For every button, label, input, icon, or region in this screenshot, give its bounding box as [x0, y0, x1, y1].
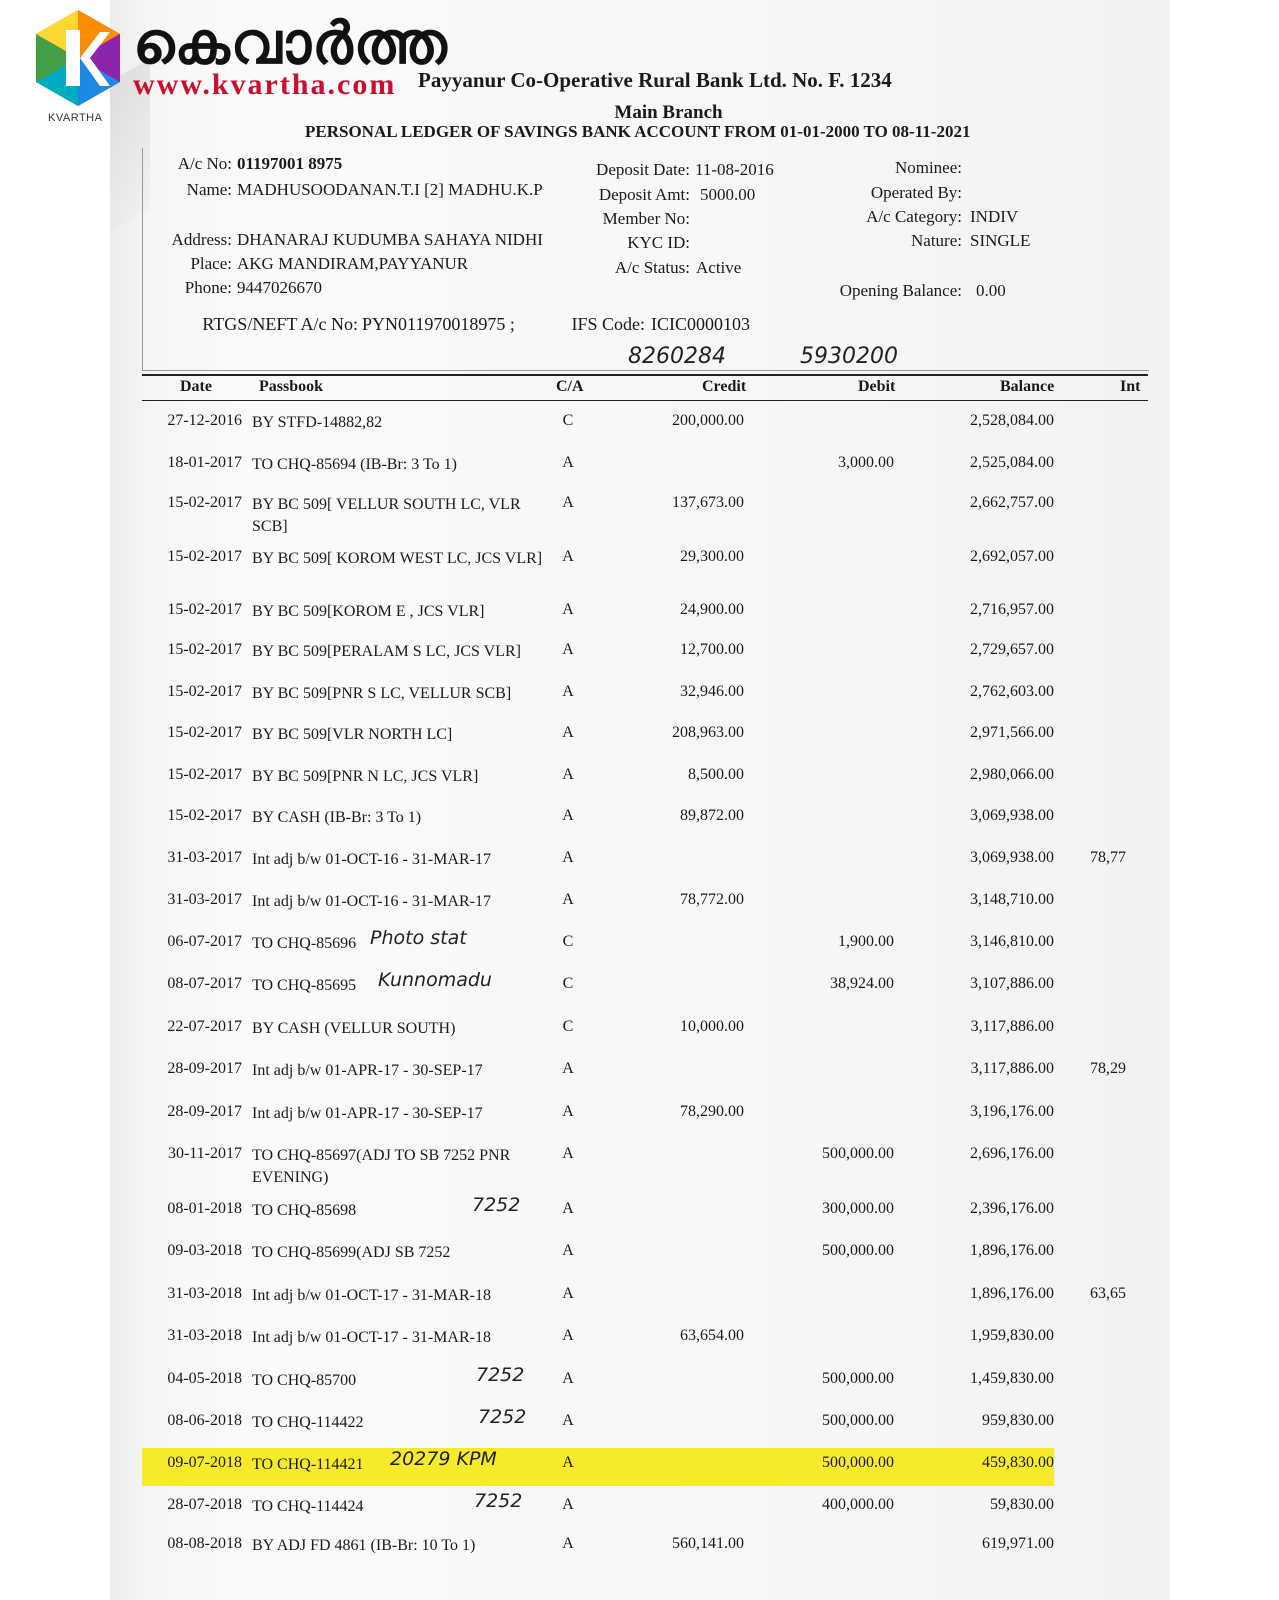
- row-passbook: Int adj b/w 01-OCT-17 - 31-MAR-18: [252, 1329, 491, 1346]
- row-passbook: Int adj b/w 01-OCT-16 - 31-MAR-17: [252, 851, 491, 868]
- category-label: A/c Category:: [866, 207, 962, 226]
- deposit-date-label: Deposit Date:: [596, 160, 690, 179]
- operated-by-label: Operated By:: [870, 183, 962, 202]
- status-value: Active: [696, 258, 742, 277]
- row-passbook: Int adj b/w 01-APR-17 - 30-SEP-17: [252, 1062, 483, 1079]
- row-passbook: BY BC 509[VLR NORTH LC]: [252, 726, 453, 743]
- row-balance: 3,148,710.00: [970, 891, 1054, 908]
- row-passbook: BY BC 509[ VELLUR SOUTH LC, VLR SCB]: [252, 496, 521, 535]
- row-date: 15-02-2017: [167, 641, 242, 658]
- row-balance: 3,196,176.00: [970, 1103, 1054, 1120]
- row-date: 15-02-2017: [167, 807, 242, 824]
- ifs-value: ICIC0000103: [651, 314, 750, 334]
- col-credit: Credit: [702, 378, 747, 395]
- phone-label: Phone:: [184, 278, 232, 297]
- nature-label: Nature:: [911, 231, 962, 250]
- col-int: Int: [1120, 378, 1141, 395]
- logo-wordmark: കെവാർത്ത: [133, 9, 448, 77]
- row-date: 15-02-2017: [167, 601, 242, 618]
- bank-title: Payyanur Co-Operative Rural Bank Ltd. No. F. 1234: [418, 68, 892, 92]
- col-passbook: Passbook: [259, 378, 324, 395]
- row-ca: A: [562, 724, 574, 741]
- handwritten-note-2: 5930200: [800, 344, 898, 369]
- row-ca: A: [562, 807, 574, 824]
- rtgs-value: PYN011970018975 ;: [362, 314, 515, 334]
- status-label: A/c Status:: [614, 258, 690, 277]
- row-balance: 2,662,757.00: [970, 494, 1054, 511]
- row-date: 08-01-2018: [167, 1200, 242, 1217]
- row-passbook: BY CASH (VELLUR SOUTH): [252, 1020, 456, 1037]
- row-date: 15-02-2017: [167, 494, 242, 511]
- ac-no-value: 01197001 8975: [237, 154, 343, 173]
- row-credit: 12,700.00: [680, 641, 744, 658]
- row-debit: 500,000.00: [822, 1370, 894, 1387]
- row-balance: 3,069,938.00: [970, 849, 1054, 866]
- row-balance: 619,971.00: [982, 1535, 1054, 1552]
- row-balance: 3,107,886.00: [970, 975, 1054, 992]
- row-balance: 1,896,176.00: [970, 1242, 1054, 1259]
- opening-balance-label: Opening Balance:: [839, 281, 962, 300]
- row-date: 30-11-2017: [167, 1145, 242, 1162]
- row-balance: 2,528,084.00: [970, 412, 1054, 429]
- row-date: 08-08-2018: [167, 1535, 242, 1552]
- row-date: 31-03-2018: [167, 1327, 242, 1344]
- row-date: 18-01-2017: [167, 454, 242, 471]
- row-handwritten-note: Photo stat: [370, 927, 467, 949]
- row-int: 63,65: [1090, 1285, 1126, 1302]
- row-balance: 1,896,176.00: [970, 1285, 1054, 1302]
- opening-balance-value: 0.00: [976, 281, 1006, 300]
- member-no-label: Member No:: [602, 209, 690, 228]
- row-balance: 2,971,566.00: [970, 724, 1054, 741]
- kvartha-logo-icon: [28, 8, 128, 108]
- row-date: 22-07-2017: [167, 1018, 242, 1035]
- row-ca: C: [562, 975, 574, 992]
- row-passbook: BY BC 509[KOROM E , JCS VLR]: [252, 603, 485, 620]
- row-ca: C: [562, 412, 574, 429]
- row-balance: 1,959,830.00: [970, 1327, 1054, 1344]
- rtgs-label: RTGS/NEFT A/c No:: [202, 314, 358, 334]
- row-passbook: BY CASH (IB-Br: 3 To 1): [252, 809, 422, 826]
- row-debit: 500,000.00: [822, 1242, 894, 1259]
- row-passbook: TO CHQ-85698: [252, 1202, 357, 1219]
- row-date: 04-05-2018: [167, 1370, 242, 1387]
- row-credit: 63,654.00: [680, 1327, 744, 1344]
- row-balance: 959,830.00: [982, 1412, 1054, 1429]
- row-balance: 2,525,084.00: [970, 454, 1054, 471]
- row-credit: 10,000.00: [680, 1018, 744, 1035]
- row-credit: 78,290.00: [680, 1103, 744, 1120]
- row-credit: 29,300.00: [680, 548, 744, 565]
- col-debit: Debit: [858, 378, 896, 395]
- nominee-label: Nominee:: [894, 158, 962, 177]
- row-balance: 1,459,830.00: [970, 1370, 1054, 1387]
- row-passbook: Int adj b/w 01-OCT-17 - 31-MAR-18: [252, 1287, 491, 1304]
- row-date: 31-03-2017: [167, 849, 242, 866]
- row-passbook: BY BC 509[PNR S LC, VELLUR SCB]: [252, 685, 512, 702]
- row-passbook: TO CHQ-85696: [252, 935, 357, 952]
- row-handwritten-note: 7252: [472, 1194, 521, 1216]
- row-ca: A: [562, 683, 574, 700]
- row-debit: 500,000.00: [822, 1454, 894, 1471]
- row-date: 28-09-2017: [167, 1103, 242, 1120]
- col-balance: Balance: [1000, 378, 1055, 395]
- row-passbook: TO CHQ-114422: [252, 1414, 364, 1431]
- row-balance: 3,117,886.00: [970, 1060, 1054, 1077]
- row-balance: 3,146,810.00: [970, 933, 1054, 950]
- row-credit: 8,500.00: [688, 766, 744, 783]
- ac-no-label: A/c No:: [177, 154, 232, 173]
- row-date: 15-02-2017: [167, 548, 242, 565]
- row-debit: 500,000.00: [822, 1412, 894, 1429]
- row-date: 08-06-2018: [167, 1412, 242, 1429]
- kyc-label: KYC ID:: [627, 233, 690, 252]
- row-passbook: TO CHQ-114421: [252, 1456, 364, 1473]
- name-value: MADHUSOODANAN.T.I [2] MADHU.K.P: [237, 180, 543, 199]
- row-passbook: TO CHQ-85697(ADJ TO SB 7252 PNR EVENING): [252, 1147, 511, 1186]
- row-debit: 3,000.00: [838, 454, 894, 471]
- row-balance: 2,696,176.00: [970, 1145, 1054, 1162]
- handwritten-note-1: 8260284: [628, 344, 726, 369]
- row-credit: 200,000.00: [672, 412, 744, 429]
- row-passbook: Int adj b/w 01-APR-17 - 30-SEP-17: [252, 1105, 483, 1122]
- row-ca: A: [562, 849, 574, 866]
- row-passbook: BY BC 509[PNR N LC, JCS VLR]: [252, 768, 479, 785]
- row-passbook: BY ADJ FD 4861 (IB-Br: 10 To 1): [252, 1537, 476, 1554]
- ifs-label: IFS Code:: [571, 314, 645, 334]
- address-label: Address:: [171, 230, 232, 249]
- row-date: 06-07-2017: [167, 933, 242, 950]
- row-passbook: TO CHQ-85700: [252, 1372, 357, 1389]
- row-balance: 3,117,886.00: [970, 1018, 1054, 1035]
- row-ca: A: [562, 1412, 574, 1429]
- ledger-title: PERSONAL LEDGER OF SAVINGS BANK ACCOUNT FROM 01-01-2000 TO 08-11-2021: [305, 122, 971, 141]
- row-ca: A: [562, 1327, 574, 1344]
- row-ca: A: [562, 1200, 574, 1217]
- row-ca: A: [562, 1454, 574, 1471]
- row-ca: A: [562, 1103, 574, 1120]
- row-balance: 2,396,176.00: [970, 1200, 1054, 1217]
- row-date: 15-02-2017: [167, 766, 242, 783]
- row-date: 09-07-2018: [167, 1454, 242, 1471]
- row-date: 31-03-2018: [167, 1285, 242, 1302]
- row-date: 28-07-2018: [167, 1496, 242, 1513]
- row-credit: 24,900.00: [680, 601, 744, 618]
- row-ca: A: [562, 454, 574, 471]
- row-credit: 89,872.00: [680, 807, 744, 824]
- deposit-amt-value: 5000.00: [700, 185, 756, 204]
- ledger-table-header: [142, 374, 1148, 401]
- row-balance: 2,716,957.00: [970, 601, 1054, 618]
- row-credit: 560,141.00: [672, 1535, 744, 1552]
- row-handwritten-note: 7252: [474, 1490, 523, 1512]
- row-handwritten-note: 7252: [478, 1406, 527, 1428]
- row-ca: A: [562, 1370, 574, 1387]
- row-handwritten-note: Kunnomadu: [378, 969, 492, 991]
- row-ca: A: [562, 1496, 574, 1513]
- row-handwritten-note: 7252: [476, 1364, 525, 1386]
- row-ca: A: [562, 1535, 574, 1552]
- row-date: 31-03-2017: [167, 891, 242, 908]
- deposit-date-value: 11-08-2016: [695, 160, 774, 179]
- row-balance: 459,830.00: [982, 1454, 1054, 1471]
- name-label: Name:: [186, 180, 232, 199]
- col-ca: C/A: [556, 378, 584, 395]
- logo-caption: KVARTHA: [48, 112, 103, 124]
- row-ca: A: [562, 548, 574, 565]
- row-passbook: TO CHQ-85695: [252, 977, 357, 994]
- phone-value: 9447026670: [237, 278, 322, 297]
- row-passbook: BY STFD-14882,82: [252, 414, 383, 431]
- row-balance: 2,729,657.00: [970, 641, 1054, 658]
- row-ca: A: [562, 1145, 574, 1162]
- logo-website: www.kvartha.com: [133, 68, 397, 101]
- row-ca: A: [562, 641, 574, 658]
- row-ca: A: [562, 766, 574, 783]
- row-ca: C: [562, 1018, 574, 1035]
- row-ca: A: [562, 891, 574, 908]
- row-debit: 400,000.00: [822, 1496, 894, 1513]
- row-balance: 59,830.00: [990, 1496, 1054, 1513]
- row-int: 78,29: [1090, 1060, 1126, 1077]
- row-credit: 137,673.00: [672, 494, 744, 511]
- row-date: 15-02-2017: [167, 683, 242, 700]
- address-value: DHANARAJ KUDUMBA SAHAYA NIDHI: [237, 230, 543, 249]
- row-credit: 78,772.00: [680, 891, 744, 908]
- row-balance: 3,069,938.00: [970, 807, 1054, 824]
- row-passbook: TO CHQ-85699(ADJ SB 7252: [252, 1244, 451, 1261]
- row-ca: A: [562, 1242, 574, 1259]
- branch-name: Main Branch: [614, 102, 723, 123]
- row-handwritten-note: 20279 KPM: [390, 1448, 497, 1470]
- row-credit: 32,946.00: [680, 683, 744, 700]
- category-value: INDIV: [970, 207, 1019, 226]
- col-date: Date: [180, 378, 212, 395]
- row-date: 28-09-2017: [167, 1060, 242, 1077]
- row-date: 09-03-2018: [167, 1242, 242, 1259]
- row-balance: 2,762,603.00: [970, 683, 1054, 700]
- row-debit: 300,000.00: [822, 1200, 894, 1217]
- row-date: 15-02-2017: [167, 724, 242, 741]
- place-value: AKG MANDIRAM,PAYYANUR: [237, 254, 469, 273]
- row-ca: A: [562, 1285, 574, 1302]
- row-passbook: TO CHQ-114424: [252, 1498, 364, 1515]
- row-passbook: Int adj b/w 01-OCT-16 - 31-MAR-17: [252, 893, 491, 910]
- row-passbook: BY BC 509[PERALAM S LC, JCS VLR]: [252, 643, 521, 660]
- row-ca: A: [562, 601, 574, 618]
- row-debit: 38,924.00: [830, 975, 894, 992]
- row-balance: 2,980,066.00: [970, 766, 1054, 783]
- row-balance: 2,692,057.00: [970, 548, 1054, 565]
- row-ca: A: [562, 1060, 574, 1077]
- row-ca: A: [562, 494, 574, 511]
- row-passbook: BY BC 509[ KOROM WEST LC, JCS VLR]: [252, 550, 543, 567]
- place-label: Place:: [190, 254, 232, 273]
- nature-value: SINGLE: [970, 231, 1031, 250]
- row-ca: C: [562, 933, 574, 950]
- row-passbook: TO CHQ-85694 (IB-Br: 3 To 1): [252, 456, 457, 473]
- row-date: 27-12-2016: [167, 412, 242, 429]
- row-debit: 1,900.00: [838, 933, 894, 950]
- deposit-amt-label: Deposit Amt:: [598, 185, 690, 204]
- row-credit: 208,963.00: [672, 724, 744, 741]
- row-int: 78,77: [1090, 849, 1126, 866]
- row-date: 08-07-2017: [167, 975, 242, 992]
- row-debit: 500,000.00: [822, 1145, 894, 1162]
